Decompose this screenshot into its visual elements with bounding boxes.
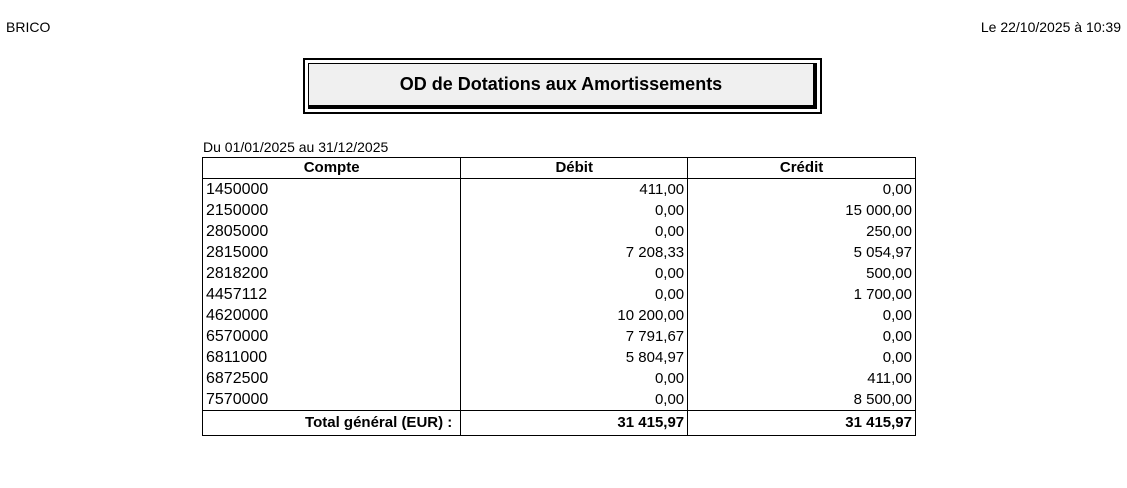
table-row <box>203 326 916 347</box>
column-header-debit: Débit <box>461 158 688 179</box>
account-cell: 6872500 <box>203 368 461 389</box>
debit-cell: 10 200,00 <box>461 305 688 326</box>
debit-cell: 0,00 <box>461 368 688 389</box>
credit-cell: 0,00 <box>688 305 916 326</box>
report-title: OD de Dotations aux Amortissements <box>308 63 817 109</box>
debit-cell: 0,00 <box>461 263 688 284</box>
table-row <box>203 200 916 221</box>
total-credit: 31 415,97 <box>688 411 916 436</box>
account-cell: 2818200 <box>203 263 461 284</box>
table-header-row <box>203 158 916 179</box>
credit-cell: 411,00 <box>688 368 916 389</box>
debit-cell: 0,00 <box>461 200 688 221</box>
debit-cell: 0,00 <box>461 284 688 305</box>
table-row <box>203 347 916 368</box>
account-cell: 7570000 <box>203 389 461 411</box>
report-title-box <box>303 58 822 114</box>
credit-cell: 1 700,00 <box>688 284 916 305</box>
table-row <box>203 305 916 326</box>
debit-cell: 411,00 <box>461 179 688 201</box>
account-cell: 6811000 <box>203 347 461 368</box>
company-name: BRICO <box>6 19 51 35</box>
total-row <box>203 411 916 436</box>
table-row <box>203 284 916 305</box>
account-cell: 2150000 <box>203 200 461 221</box>
debit-cell: 0,00 <box>461 221 688 242</box>
credit-cell: 250,00 <box>688 221 916 242</box>
account-cell: 4620000 <box>203 305 461 326</box>
account-cell: 1450000 <box>203 179 461 201</box>
credit-cell: 0,00 <box>688 347 916 368</box>
table-row <box>203 221 916 242</box>
table-row <box>203 389 916 411</box>
debit-cell: 5 804,97 <box>461 347 688 368</box>
credit-cell: 8 500,00 <box>688 389 916 411</box>
column-header-credit: Crédit <box>688 158 916 179</box>
account-cell: 6570000 <box>203 326 461 347</box>
credit-cell: 500,00 <box>688 263 916 284</box>
total-debit: 31 415,97 <box>461 411 688 436</box>
debit-cell: 0,00 <box>461 389 688 411</box>
account-cell: 2805000 <box>203 221 461 242</box>
credit-cell: 0,00 <box>688 326 916 347</box>
account-cell: 2815000 <box>203 242 461 263</box>
debit-cell: 7 208,33 <box>461 242 688 263</box>
total-label: Total général (EUR) : <box>203 411 461 436</box>
table-row <box>203 179 916 201</box>
report-period: Du 01/01/2025 au 31/12/2025 <box>203 139 389 155</box>
credit-cell: 0,00 <box>688 179 916 201</box>
ledger-table <box>202 157 916 436</box>
account-cell: 4457112 <box>203 284 461 305</box>
debit-cell: 7 791,67 <box>461 326 688 347</box>
table-row <box>203 263 916 284</box>
table-row <box>203 242 916 263</box>
credit-cell: 15 000,00 <box>688 200 916 221</box>
report-datetime: Le 22/10/2025 à 10:39 <box>980 19 1121 35</box>
table-row <box>203 368 916 389</box>
column-header-compte: Compte <box>203 158 461 179</box>
credit-cell: 5 054,97 <box>688 242 916 263</box>
